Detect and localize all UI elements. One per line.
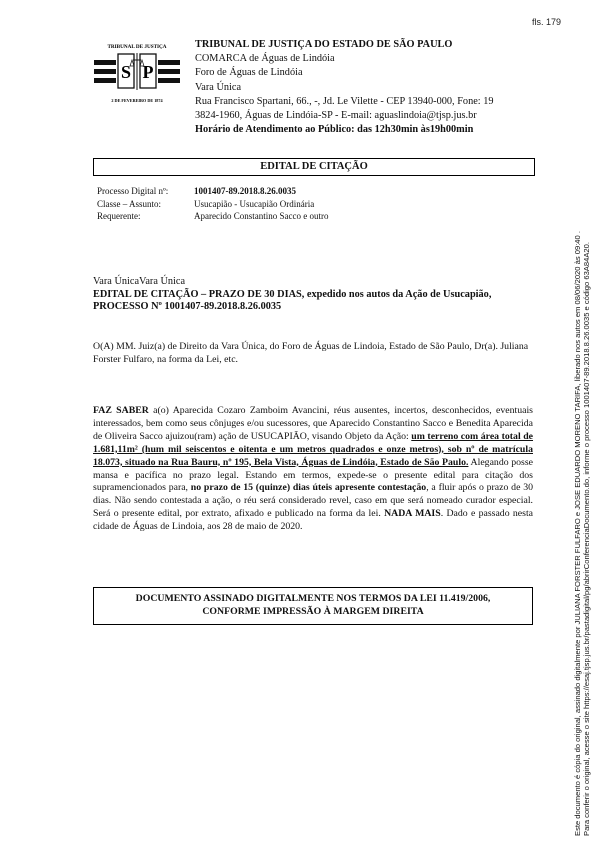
signature-line-1: DOCUMENTO ASSINADO DIGITALMENTE NOS TERMOS DA LEI 11.419/2006, [135,593,491,604]
page-number: fls. 179 [531,17,561,27]
margin-verification-note [573,136,591,836]
vara-line: Vara ÚnicaVara Única [93,276,186,287]
deadline-text: no prazo de 15 (quinze) dias úteis apresente contestação [190,482,427,494]
comarca: COMARCA de Águas de Lindóia [195,53,335,65]
meta-row [97,185,328,198]
court-header [195,38,515,137]
paragraph-text: Alegando posse mansa e pacífica no prazo legal. Estando em termos, expede-se o presente edital para citação dos supramencionados para, [93,456,534,494]
logo-bottom-text: 2 DE FEVEREIRO DE 1874 [111,98,163,103]
vara: Vara Única [195,81,242,93]
digital-signature-notice [93,587,533,625]
paragraph-text: , a fluir após o prazo de 30 dias. Não sendo contestada a ação, o réu será considerado revel, caso em que será nomeado curador especial. Será o presente edital, por extrato, afixado e publicado na forma da lei. [93,482,533,520]
foro: Foro de Águas de Lindóia [195,67,303,79]
edict-heading: EDITAL DE CITAÇÃO – PRAZO DE 30 DIAS, expedido nos autos da Ação de Usucapião, PROCESSO Nº 1001407-89.2018.8.26.0035 [93,288,492,313]
meta-row [97,198,328,211]
address-line-1: Rua Francisco Spartani, 66., -, Jd. Le Vilette - CEP 13940-000, Fone: 19 [195,95,494,107]
meta-label: Classe – Assunto: [97,198,162,209]
side-note-line-1: Este documento é cópia do original, assinado digitalmente por JULIANA FORSTER FULFARO e JOSE EDUARDO MORENO TARIFA, liberado nos autos em 08/06/2020 às 09:40 . [573,231,582,836]
paragraph-text: a(o) Aparecida Cozaro Zamboim Avancini, réus ausentes, incertos, desconhecidos, eventuais interessados, bem como seus cônjuges e/ou sucessores, que Aparecido Constantino Sacco e Benedita Aparecida de Oliveira Sacco ajuizou(ram) ação de USUCAPIÃO, visando Objeto da Ação: [93,405,533,442]
meta-row [97,210,328,223]
signature-line-2: CONFORME IMPRESSÃO À MARGEM DIREITA [202,606,424,617]
document-title: EDITAL DE CITAÇÃO [93,158,535,176]
side-note-line-2: Para conferir o original, acesse o site https://esaj.tjsp.jus.br/pastadigital/pg/abrirConferenciaDocumento.do, informe o processo 1001407-89.2018.8.26.0035 e código 63A84A20. [582,242,591,836]
meta-value: Aparecido Constantino Sacco e outro [194,211,329,221]
faz-saber: FAZ SABER [93,405,149,416]
main-paragraph [93,405,533,534]
nada-mais: NADA MAIS [384,508,441,520]
paragraph-text: . Dado e passado nesta cidade de Águas de Lindoia, aos 28 de maio de 2020. [93,508,534,533]
logo-letter-p: P [142,62,154,82]
court-logo [92,40,182,108]
property-description: um terreno com área total de 1.681,11m² (hum mil seiscentos e oitenta e um metros quadrados e onze metros), sob nº de matrícula 18.073, situado na Rua Bauru, nº 195, Bela Vista, Águas de Lindóia, Estado de São Paulo. [93,430,534,468]
logo-top-text: TRIBUNAL DE JUSTIÇA [107,44,167,50]
process-metadata [97,185,328,223]
meta-label: Requerente: [97,211,141,221]
address-line-2: 3824-1960, Águas de Lindóia-SP - E-mail: aguaslindoia@tjsp.jus.br [195,110,477,122]
court-name: TRIBUNAL DE JUSTIÇA DO ESTADO DE SÃO PAULO [195,39,453,50]
meta-value: Usucapião - Usucapião Ordinária [194,198,315,209]
judge-paragraph: O(A) MM. Juiz(a) de Direito da Vara Única, do Foro de Águas de Lindoia, Estado de São Paulo, Dr(a). Juliana Forster Fulfaro, na forma da Lei, etc. [93,341,529,365]
meta-label: Processo Digital nº: [97,186,169,196]
meta-value: 1001407-89.2018.8.26.0035 [194,186,296,196]
logo-letter-s: S [120,62,132,82]
office-hours: Horário de Atendimento ao Público: das 12h30min às19h00min [195,124,474,136]
edict-heading-block [93,276,533,314]
court-seal-icon [92,40,182,108]
